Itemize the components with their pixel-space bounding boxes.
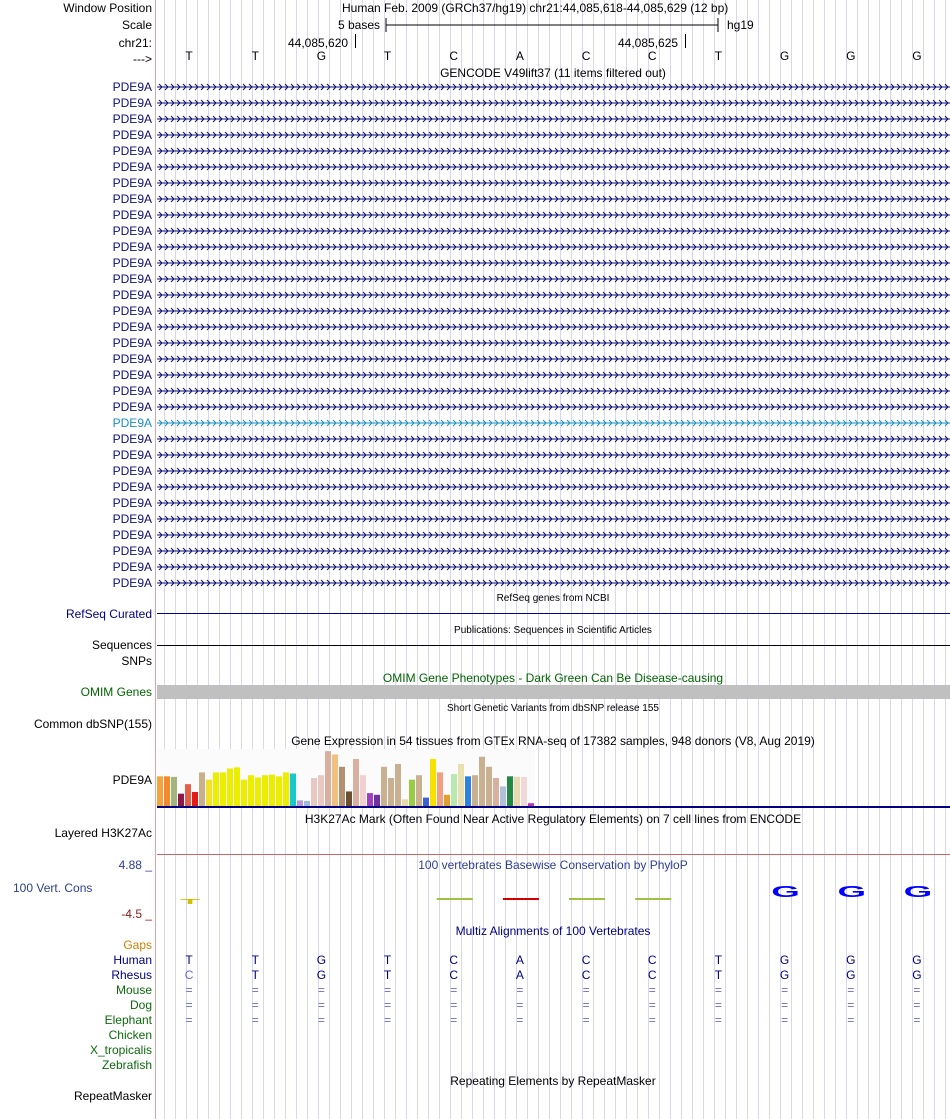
gencode-transcript-label[interactable]: PDE9A bbox=[112, 256, 152, 270]
multiz-aligned-base: = bbox=[317, 983, 325, 997]
gtex-tissue-bar[interactable] bbox=[402, 799, 408, 806]
gtex-tissue-bar[interactable] bbox=[220, 772, 226, 806]
multiz-aligned-base: = bbox=[450, 1013, 458, 1027]
gencode-transcript-feature[interactable] bbox=[157, 274, 950, 284]
multiz-aligned-base: = bbox=[582, 998, 590, 1012]
gtex-track-label[interactable]: PDE9A bbox=[112, 773, 152, 787]
multiz-aligned-base: A bbox=[515, 968, 524, 982]
multiz-aligned-base: T bbox=[714, 953, 723, 967]
gtex-tissue-bar[interactable] bbox=[353, 759, 359, 806]
gencode-transcript-feature[interactable] bbox=[157, 162, 950, 172]
gtex-tissue-bar[interactable] bbox=[423, 798, 429, 806]
gencode-transcript-label[interactable]: PDE9A bbox=[112, 208, 152, 222]
assembly-label: hg19 bbox=[727, 18, 754, 32]
gtex-tissue-bar[interactable] bbox=[465, 776, 471, 806]
gtex-tissue-bar[interactable] bbox=[395, 764, 401, 806]
gtex-tissue-bar[interactable] bbox=[521, 777, 527, 806]
phylop-ymax-label: 4.88 _ bbox=[118, 858, 152, 872]
multiz-aligned-base: C bbox=[647, 968, 657, 982]
gtex-tissue-bar[interactable] bbox=[213, 772, 219, 806]
gtex-tissue-bar[interactable] bbox=[192, 792, 198, 806]
gencode-transcript-label[interactable]: PDE9A bbox=[112, 352, 152, 366]
multiz-aligned-base: = bbox=[781, 998, 789, 1012]
multiz-aligned-base: = bbox=[251, 998, 259, 1012]
scale-bar bbox=[385, 17, 720, 33]
base-letter: T bbox=[714, 49, 723, 63]
gencode-transcript-label[interactable]: PDE9A bbox=[112, 448, 152, 462]
multiz-aligned-base: G bbox=[316, 968, 327, 982]
gencode-transcript-label[interactable]: PDE9A bbox=[112, 240, 152, 254]
multiz-aligned-base: = bbox=[847, 983, 855, 997]
publications-feature-line[interactable] bbox=[157, 645, 950, 646]
gtex-tissue-bar[interactable] bbox=[248, 775, 254, 806]
gtex-tissue-bar[interactable] bbox=[374, 795, 380, 806]
gtex-tissue-bar[interactable] bbox=[367, 793, 373, 806]
gtex-tissue-bar[interactable] bbox=[325, 751, 331, 806]
multiz-aligned-base: = bbox=[847, 1013, 855, 1027]
multiz-aligned-base: = bbox=[185, 998, 193, 1012]
multiz-aligned-base: G bbox=[779, 968, 790, 982]
gencode-transcript-feature[interactable] bbox=[157, 482, 950, 492]
multiz-aligned-base: T bbox=[714, 968, 723, 982]
gencode-transcript-label[interactable]: PDE9A bbox=[112, 176, 152, 190]
gencode-transcript-feature[interactable] bbox=[157, 434, 950, 444]
chrom-label: chr21: bbox=[118, 36, 152, 50]
gtex-tissue-bar[interactable] bbox=[276, 776, 282, 806]
gtex-tissue-bar[interactable] bbox=[178, 794, 184, 806]
multiz-aligned-base: = bbox=[450, 983, 458, 997]
scale-bar-label: 5 bases bbox=[338, 18, 381, 32]
gtex-tissue-bar[interactable] bbox=[444, 795, 450, 806]
gtex-tissue-bar[interactable] bbox=[486, 767, 492, 806]
gencode-transcript-label[interactable]: PDE9A bbox=[112, 144, 152, 158]
gtex-tissue-bar[interactable] bbox=[381, 767, 387, 806]
gtex-tissue-bar[interactable] bbox=[227, 768, 233, 806]
gencode-transcript-feature[interactable] bbox=[157, 562, 950, 572]
multiz-aligned-base: = bbox=[913, 1013, 921, 1027]
gtex-tissue-bar[interactable] bbox=[500, 786, 506, 806]
gencode-transcript-label[interactable]: PDE9A bbox=[112, 320, 152, 334]
gtex-tissue-bar[interactable] bbox=[458, 764, 464, 806]
gtex-tissue-bar[interactable] bbox=[171, 777, 177, 806]
multiz-aligned-base: = bbox=[714, 1013, 722, 1027]
phylop-track-title[interactable]: 100 vertebrates Basewise Conservation by PhyloP bbox=[418, 858, 688, 872]
gencode-transcript-feature[interactable] bbox=[157, 354, 950, 364]
gencode-transcript-label[interactable]: PDE9A bbox=[112, 384, 152, 398]
label-column-divider bbox=[155, 0, 156, 1119]
gencode-transcript-label[interactable]: PDE9A bbox=[112, 112, 152, 126]
gtex-tissue-bar[interactable] bbox=[339, 767, 345, 806]
phylop-base-glyph[interactable]: G bbox=[771, 882, 800, 901]
multiz-aligned-base: T bbox=[251, 953, 259, 967]
gencode-transcript-label[interactable]: PDE9A bbox=[112, 368, 152, 382]
multiz-species-label[interactable]: Rhesus bbox=[111, 968, 152, 982]
multiz-aligned-base: = bbox=[317, 998, 325, 1012]
gtex-bar-chart[interactable] bbox=[157, 749, 950, 806]
base-letter: G bbox=[779, 49, 790, 63]
gencode-transcript-label[interactable]: PDE9A bbox=[112, 480, 152, 494]
coordinate-tick-mark-2 bbox=[685, 34, 686, 48]
gtex-tissue-bar[interactable] bbox=[451, 774, 457, 806]
gtex-tissue-bar[interactable] bbox=[241, 780, 247, 806]
gtex-tissue-bar[interactable] bbox=[311, 778, 317, 806]
gencode-transcript-label[interactable]: PDE9A bbox=[112, 272, 152, 286]
gencode-transcript-label[interactable]: PDE9A bbox=[112, 336, 152, 350]
gencode-transcript-label[interactable]: PDE9A bbox=[112, 288, 152, 302]
multiz-aligned-base: C bbox=[184, 968, 194, 982]
gencode-transcript-label[interactable]: PDE9A bbox=[112, 192, 152, 206]
base-letter: G bbox=[846, 49, 856, 63]
multiz-aligned-base: = bbox=[317, 1013, 325, 1027]
gencode-transcript-feature[interactable] bbox=[157, 178, 950, 188]
refseq-track-label[interactable]: RefSeq Curated bbox=[65, 607, 152, 621]
gtex-tissue-bar[interactable] bbox=[437, 772, 443, 806]
base-letter: T bbox=[251, 49, 259, 63]
gencode-transcript-label[interactable]: PDE9A bbox=[112, 432, 152, 446]
gencode-transcript-feature[interactable] bbox=[157, 498, 950, 508]
gencode-transcript-feature[interactable] bbox=[157, 82, 950, 92]
gencode-transcript-label[interactable]: PDE9A bbox=[112, 400, 152, 414]
multiz-species-label[interactable]: Human bbox=[113, 953, 152, 967]
gtex-tissue-bar[interactable] bbox=[318, 775, 324, 806]
gencode-transcript-label[interactable]: PDE9A bbox=[112, 80, 152, 94]
gencode-transcript-label[interactable]: PDE9A bbox=[112, 304, 152, 318]
multiz-aligned-base: = bbox=[384, 1013, 392, 1027]
multiz-aligned-base: = bbox=[913, 983, 921, 997]
repeatmasker-track-label[interactable]: RepeatMasker bbox=[73, 1089, 152, 1103]
gencode-transcript-label[interactable]: PDE9A bbox=[112, 576, 152, 590]
gencode-transcript-label[interactable]: PDE9A bbox=[112, 464, 152, 478]
dbsnp-track-title[interactable]: Short Genetic Variants from dbSNP release 155 bbox=[447, 703, 659, 714]
multiz-species-label[interactable]: Zebrafish bbox=[101, 1058, 152, 1072]
h3k27ac-track-label[interactable]: Layered H3K27Ac bbox=[54, 826, 152, 840]
multiz-aligned-base: T bbox=[383, 968, 392, 982]
multiz-aligned-base: = bbox=[516, 1013, 524, 1027]
gencode-transcript-label[interactable]: PDE9A bbox=[112, 96, 152, 110]
h3k27ac-baseline bbox=[157, 854, 950, 855]
omim-track-label[interactable]: OMIM Genes bbox=[80, 685, 152, 699]
multiz-aligned-base: = bbox=[251, 983, 259, 997]
phylop-base-glyph[interactable]: G bbox=[837, 882, 867, 901]
publications-track-title[interactable]: Publications: Sequences in Scientific Articles bbox=[454, 625, 652, 636]
multiz-species-label[interactable]: Dog bbox=[129, 998, 152, 1012]
base-letter: T bbox=[383, 49, 392, 63]
gtex-tissue-bar[interactable] bbox=[430, 759, 436, 806]
multiz-aligned-base: = bbox=[648, 998, 656, 1012]
multiz-aligned-base: G bbox=[846, 953, 856, 967]
gtex-tissue-bar[interactable] bbox=[290, 774, 296, 806]
multiz-aligned-base: G bbox=[912, 953, 922, 967]
gencode-transcript-feature[interactable] bbox=[157, 226, 950, 236]
multiz-aligned-base: = bbox=[384, 998, 392, 1012]
gencode-transcript-feature[interactable] bbox=[157, 194, 950, 204]
multiz-aligned-base: = bbox=[251, 1013, 259, 1027]
multiz-aligned-base: A bbox=[515, 953, 524, 967]
multiz-aligned-base: = bbox=[847, 998, 855, 1012]
gtex-tissue-bar[interactable] bbox=[262, 775, 268, 806]
gencode-transcript-feature[interactable] bbox=[157, 402, 950, 412]
multiz-aligned-base: T bbox=[185, 953, 193, 967]
coordinate-tick-1: 44,085,620 bbox=[288, 36, 349, 50]
multiz-species-label[interactable]: Chicken bbox=[108, 1028, 152, 1042]
multiz-aligned-base: G bbox=[912, 968, 922, 982]
gtex-tissue-bar[interactable] bbox=[472, 775, 478, 806]
position-text: Human Feb. 2009 (GRCh37/hg19) chr21:44,085,618-44,085,629 (12 bp) bbox=[342, 1, 729, 15]
gtex-tissue-bar[interactable] bbox=[283, 772, 289, 806]
gtex-tissue-bar[interactable] bbox=[206, 780, 212, 806]
multiz-aligned-base: C bbox=[647, 953, 657, 967]
base-letter: C bbox=[449, 49, 459, 63]
gtex-tissue-bar[interactable] bbox=[332, 754, 338, 806]
gencode-transcript-feature[interactable] bbox=[157, 338, 950, 348]
multiz-species-label[interactable]: Elephant bbox=[104, 1013, 152, 1027]
multiz-aligned-base: G bbox=[846, 968, 856, 982]
multiz-aligned-base: = bbox=[648, 983, 656, 997]
multiz-aligned-base: G bbox=[779, 953, 790, 967]
gencode-transcript-feature[interactable] bbox=[157, 386, 950, 396]
multiz-aligned-base: = bbox=[582, 1013, 590, 1027]
multiz-aligned-base: = bbox=[185, 1013, 193, 1027]
multiz-aligned-base: = bbox=[384, 983, 392, 997]
window-position-label: Window Position bbox=[63, 1, 152, 15]
gencode-transcript-feature[interactable] bbox=[157, 370, 950, 380]
gtex-tissue-bar[interactable] bbox=[255, 777, 261, 806]
gtex-tissue-bar[interactable] bbox=[360, 775, 366, 806]
multiz-aligned-base: = bbox=[714, 983, 722, 997]
gtex-tissue-bar[interactable] bbox=[269, 775, 275, 806]
gencode-transcript-feature[interactable] bbox=[157, 322, 950, 332]
multiz-aligned-base: = bbox=[185, 983, 193, 997]
gencode-transcript-feature[interactable] bbox=[157, 546, 950, 556]
gtex-gene-line bbox=[157, 806, 950, 808]
multiz-aligned-base: = bbox=[913, 998, 921, 1012]
gtex-tissue-bar[interactable] bbox=[157, 776, 163, 806]
refseq-feature-line[interactable] bbox=[157, 613, 950, 614]
gencode-transcript-label[interactable]: PDE9A bbox=[112, 496, 152, 510]
multiz-aligned-base: = bbox=[781, 983, 789, 997]
gencode-transcript-feature[interactable] bbox=[157, 514, 950, 524]
gencode-transcript-feature[interactable] bbox=[157, 290, 950, 300]
gencode-transcript-label[interactable]: PDE9A bbox=[112, 128, 152, 142]
gencode-track-title[interactable]: GENCODE V49lift37 (11 items filtered out) bbox=[440, 66, 666, 80]
phylop-logo-plot[interactable] bbox=[157, 872, 950, 912]
gtex-tissue-bar[interactable] bbox=[479, 757, 485, 806]
multiz-aligned-base: = bbox=[516, 998, 524, 1012]
phylop-ymin-label: -4.5 _ bbox=[121, 907, 152, 921]
base-letter: G bbox=[316, 49, 327, 63]
multiz-aligned-base: = bbox=[582, 983, 590, 997]
gencode-transcript-feature[interactable] bbox=[157, 146, 950, 156]
gtex-tissue-bar[interactable] bbox=[164, 776, 170, 806]
gencode-transcript-label[interactable]: PDE9A bbox=[112, 224, 152, 238]
gtex-tissue-bar[interactable] bbox=[416, 775, 422, 806]
multiz-gaps-label[interactable]: Gaps bbox=[123, 938, 152, 952]
gencode-transcript-feature[interactable] bbox=[157, 98, 950, 108]
strand-label: ---> bbox=[133, 52, 152, 66]
multiz-aligned-base: = bbox=[714, 998, 722, 1012]
phylop-base-glyph[interactable]: T bbox=[180, 897, 200, 906]
base-letter: T bbox=[185, 49, 193, 63]
multiz-aligned-base: = bbox=[450, 998, 458, 1012]
scale-label: Scale bbox=[121, 18, 152, 32]
refseq-track-title[interactable]: RefSeq genes from NCBI bbox=[496, 593, 610, 604]
coordinate-tick-mark-1 bbox=[355, 34, 356, 48]
gencode-transcript-feature[interactable] bbox=[157, 306, 950, 316]
gencode-transcript-feature[interactable] bbox=[157, 466, 950, 476]
gencode-transcript-feature[interactable] bbox=[157, 578, 950, 588]
gtex-tissue-bar[interactable] bbox=[388, 778, 394, 806]
phylop-base-glyph[interactable]: G bbox=[903, 882, 933, 901]
multiz-aligned-base: C bbox=[581, 953, 591, 967]
multiz-species-label[interactable]: Mouse bbox=[115, 983, 152, 997]
multiz-aligned-base: C bbox=[449, 953, 459, 967]
base-letter: A bbox=[515, 49, 524, 63]
gencode-transcript-label[interactable]: PDE9A bbox=[112, 544, 152, 558]
gencode-transcript-label[interactable]: PDE9A bbox=[112, 416, 152, 430]
base-letter: C bbox=[647, 49, 657, 63]
multiz-aligned-base: C bbox=[581, 968, 591, 982]
omim-track-title[interactable]: OMIM Gene Phenotypes - Dark Green Can Be Disease-causing bbox=[382, 671, 724, 685]
gencode-transcript-feature[interactable] bbox=[157, 130, 950, 140]
multiz-species-label[interactable]: X_tropicalis bbox=[89, 1043, 152, 1057]
multiz-track-title[interactable]: Multiz Alignments of 100 Vertebrates bbox=[455, 924, 651, 938]
multiz-aligned-base: T bbox=[383, 953, 392, 967]
gencode-transcript-feature[interactable] bbox=[157, 450, 950, 460]
multiz-aligned-base: G bbox=[316, 953, 327, 967]
gtex-tissue-bar[interactable] bbox=[185, 784, 191, 806]
base-letter: C bbox=[581, 49, 591, 63]
gtex-tissue-bar[interactable] bbox=[346, 791, 352, 806]
multiz-aligned-base: = bbox=[781, 1013, 789, 1027]
gencode-transcript-feature[interactable] bbox=[157, 210, 950, 220]
gtex-track-title[interactable]: Gene Expression in 54 tissues from GTEx RNA-seq of 17382 samples, 948 donors (V8, Aug 2019) bbox=[291, 734, 815, 748]
multiz-aligned-base: = bbox=[648, 1013, 656, 1027]
publications-track-label-sequences[interactable]: Sequences bbox=[91, 638, 152, 652]
phylop-track-label[interactable]: 100 Vert. Cons bbox=[13, 881, 93, 895]
gtex-tissue-bar[interactable] bbox=[514, 777, 520, 806]
gtex-tissue-bar[interactable] bbox=[234, 767, 240, 806]
gencode-transcript-feature[interactable] bbox=[157, 258, 950, 268]
h3k27ac-track-title[interactable]: H3K27Ac Mark (Often Found Near Active Regulatory Elements) on 7 cell lines from ENCODE bbox=[304, 812, 802, 826]
gencode-transcript-label[interactable]: PDE9A bbox=[112, 160, 152, 174]
coordinate-tick-2: 44,085,625 bbox=[618, 36, 679, 50]
gencode-transcript-label[interactable]: PDE9A bbox=[112, 512, 152, 526]
multiz-aligned-base: = bbox=[516, 983, 524, 997]
repeatmasker-track-title[interactable]: Repeating Elements by RepeatMasker bbox=[450, 1074, 656, 1088]
publications-track-label-snps[interactable]: SNPs bbox=[121, 654, 152, 668]
base-letter: G bbox=[912, 49, 922, 63]
gencode-transcript-feature[interactable] bbox=[157, 418, 950, 428]
gencode-transcript-label[interactable]: PDE9A bbox=[112, 560, 152, 574]
gtex-tissue-bar[interactable] bbox=[507, 776, 513, 806]
gtex-tissue-bar[interactable] bbox=[199, 772, 205, 806]
dbsnp-track-label[interactable]: Common dbSNP(155) bbox=[33, 717, 152, 731]
multiz-aligned-base: C bbox=[449, 968, 459, 982]
gtex-tissue-bar[interactable] bbox=[493, 778, 499, 806]
omim-feature-bar[interactable] bbox=[157, 685, 950, 699]
gencode-transcript-label[interactable]: PDE9A bbox=[112, 528, 152, 542]
gencode-transcript-feature[interactable] bbox=[157, 114, 950, 124]
gtex-tissue-bar[interactable] bbox=[409, 780, 415, 806]
multiz-aligned-base: T bbox=[251, 968, 259, 982]
gencode-transcript-feature[interactable] bbox=[157, 242, 950, 252]
gencode-transcript-feature[interactable] bbox=[157, 530, 950, 540]
